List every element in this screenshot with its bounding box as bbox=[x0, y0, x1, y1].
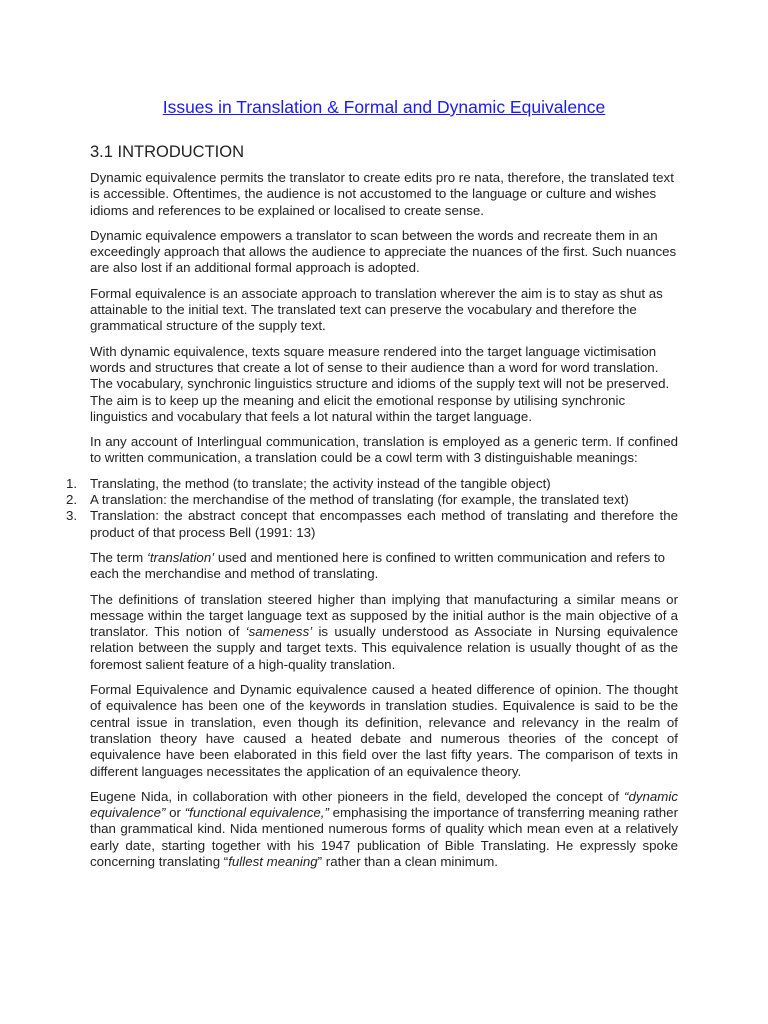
section-heading: 3.1 INTRODUCTION bbox=[90, 143, 245, 161]
meanings-list bbox=[58, 476, 678, 541]
translation-term: ‘translation’ bbox=[146, 549, 215, 565]
paragraph-1: Dynamic equivalence permits the translator to create edits pro re nata, therefore, the translated text is accessible. Oftentimes, the audience is not accustomed to the language or culture and wishes idioms and references to be explained or localised to create sense. bbox=[90, 170, 674, 218]
list-item-text: Translation: the abstract concept that encompasses each method of translating and therefore the product of that process Bell (1991: 13) bbox=[90, 508, 678, 540]
paragraph-6-text-b: used and mentioned here is confined to written communication and refers to each the merchandise and method of translating. bbox=[90, 549, 666, 582]
paragraph-5: In any account of Interlingual communication, translation is employed as a generic term. If confined to written communication, a translation could be a cowl term with 3 distinguishable meanings: bbox=[90, 434, 678, 466]
paragraph-9-text-a: Eugene Nida, in collaboration with other pioneers in the field, developed the concept of bbox=[90, 788, 625, 804]
paragraph-6-text-a: The term bbox=[90, 549, 147, 565]
document-title: Issues in Translation & Formal and Dynamic Equivalence bbox=[162, 97, 606, 117]
paragraph-6 bbox=[90, 550, 678, 583]
list-number: 3. bbox=[66, 508, 78, 524]
paragraph-3: Formal equivalence is an associate approach to translation wherever the aim is to stay as shut as attainable to the initial text. The translated text can preserve the vocabulary and therefore the grammatical structure of the supply text. bbox=[90, 285, 663, 334]
paragraph-9-text-c: emphasising the importance of transferring meaning rather than grammatical kind. Nida mentioned numerous forms of quality which mean even at a relatively early date, starting together with his 1947 publication of Bible Translating. He expressly spoke concerning translating “ bbox=[90, 805, 679, 869]
functional-equivalence-term: “functional equivalence,” bbox=[184, 805, 329, 821]
list-item bbox=[66, 475, 678, 492]
paragraph-7-text-a: The definitions of translation steered higher than implying that manufacturing a similar means or message within the target language text as supposed by the initial author is the main objective of a translator. This notion of bbox=[90, 591, 678, 640]
paragraph-9-text-d: ” rather than a clean minimum. bbox=[317, 853, 498, 869]
paragraph-8: Formal Equivalence and Dynamic equivalence caused a heated difference of opinion. The thought of equivalence has been one of the keywords in translation studies. Equivalence is said to be the central issue in translation, even though its definition, relevance and relevancy in the realm of translation theory have caused a heated debate and numerous theories of the concept of equivalence have been elaborated in this field over the last fifty years. The comparison of texts in different languages necessitates the application of an equivalence theory. bbox=[90, 682, 678, 779]
fullest-meaning-term: fullest meaning bbox=[228, 853, 318, 869]
list-item-text: A translation: the merchandise of the method of translating (for example, the translated text) bbox=[90, 492, 629, 508]
document-body bbox=[66, 170, 679, 879]
list-item-text: Translating, the method (to translate; the activity instead of the tangible object) bbox=[90, 475, 551, 491]
paragraph-4: With dynamic equivalence, texts square measure rendered into the target language victimisation words and structures that create a lot of sense to their audience than a word for word translation. The vocabulary, synchronic linguistics structure and idioms of the supply text will not be preserved. The aim is to keep up the meaning and elicit the emotional response by utilising synchronic linguistics and vocabulary that feels a lot natural within the target language. bbox=[90, 343, 670, 424]
list-number: 2. bbox=[66, 492, 78, 508]
sameness-term: ‘sameness’ bbox=[245, 624, 313, 640]
paragraph-9-text-b: or bbox=[165, 805, 185, 821]
paragraph-9 bbox=[90, 789, 678, 870]
list-item bbox=[66, 492, 678, 508]
list-item bbox=[66, 508, 678, 541]
paragraph-2: Dynamic equivalence empowers a translator to scan between the words and recreate them in an exceedingly approach that allows the audience to appreciate the nuances of the first. Such nuances are also lost if an additional formal approach is adopted. bbox=[90, 227, 677, 276]
paragraph-7 bbox=[90, 592, 678, 673]
list-number: 1. bbox=[66, 475, 78, 491]
paragraph-7-text-b: is usually understood as Associate in Nursing equivalence relation between the supply and target texts. This equivalence relation is usually thought of as the foremost salient feature of a high-quality translation. bbox=[90, 624, 678, 672]
dynamic-equivalence-term: “dynamic equivalence” bbox=[90, 788, 678, 821]
